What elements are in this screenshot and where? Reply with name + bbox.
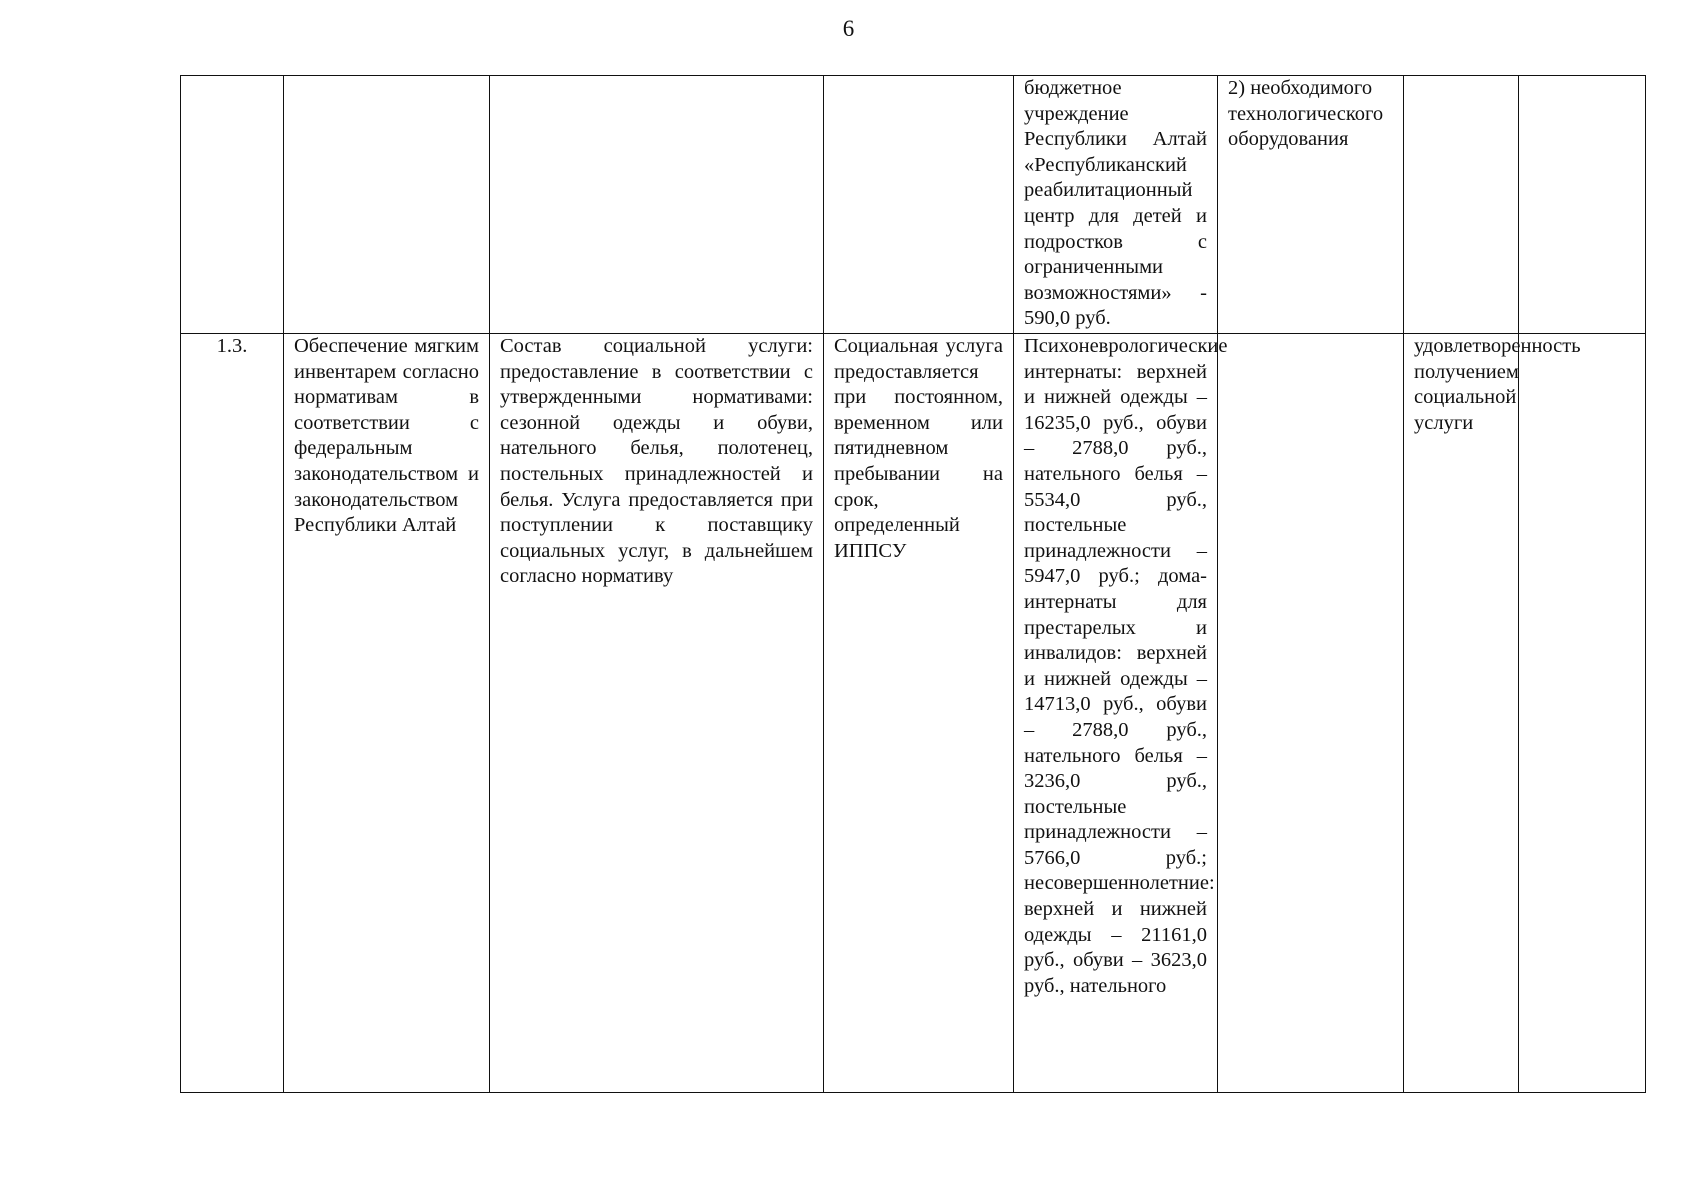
services-table [180,75,1646,1093]
cell-conditions: Социальная услуга предоставляется при постоянном, временном или пятидневном пребывании на срок, определенный ИППСУ [824,334,1014,1093]
cell-extra [1519,76,1646,334]
cell-service-name [284,76,490,334]
cell-extra [1519,334,1646,1093]
cell-conditions [824,76,1014,334]
cell-composition: Состав социальной услуги: предоставление в соответствии с утвержденными нормативами: сезонной одежды и обуви, нательного белья, полотенец, постельных принадлежностей и белья. Услуга предоставляется при поступлении к поставщику социальных услуг, в дальнейшем согласно нормативу [490,334,824,1093]
table-row [181,76,1646,334]
page-number: 6 [842,16,855,41]
cell-evaluation: удовлетворенность получением социальной услуги [1404,334,1519,1093]
cell-tariff: бюджетное учреждение Республики Алтай «Республиканский реабилитационный центр для детей и подростков с ограниченными возможностями» - 590,0 руб. [1014,76,1218,334]
cell-service-name: Обеспечение мягким инвентарем согласно нормативам в соответствии с федеральным законодательством и законодательством Республики Алтай [284,334,490,1093]
cell-composition [490,76,824,334]
cell-evaluation [1404,76,1519,334]
cell-number [181,76,284,334]
cell-number: 1.3. [181,334,284,1093]
table-row [181,334,1646,1093]
cell-tariff: Психоневрологические интернаты: верхней и нижней одежды – 16235,0 руб., обуви – 2788,0 руб., нательного белья – 5534,0 руб., постельные принадлежности – 5947,0 руб.; дома-интернаты для престарелых и инвалидов: верхней и нижней одежды – 14713,0 руб., обуви – 2788,0 руб., нательного белья – 3236,0 руб., постельные принадлежности – 5766,0 руб.; несовершеннолетние: верхней и нижней одежды – 21161,0 руб., обуви – 3623,0 руб., нательного [1014,334,1218,1093]
cell-indicators: 2) необходимого технологического оборудования [1218,76,1404,334]
cell-indicators [1218,334,1404,1093]
